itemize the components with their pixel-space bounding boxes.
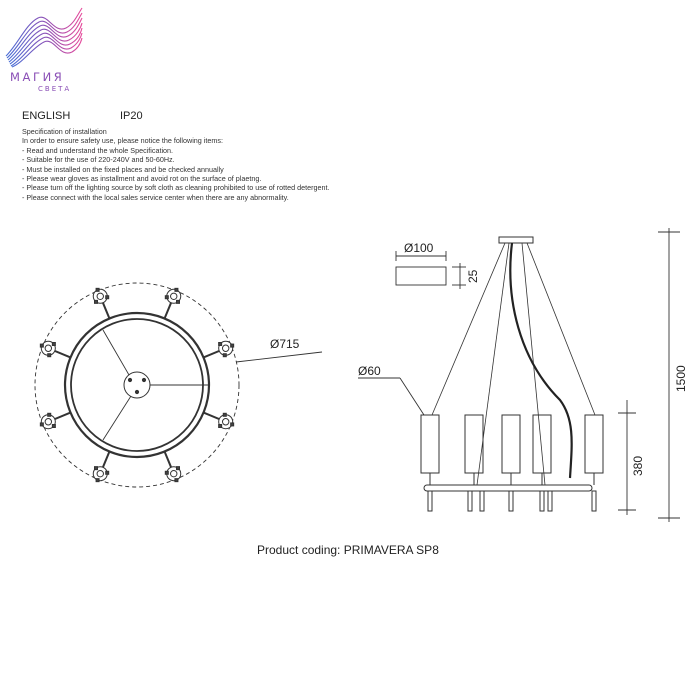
fixture-height-label: 380: [631, 455, 645, 476]
spec-line: - Read and understand the whole Specification.: [22, 145, 174, 155]
overall-diameter-label: Ø715: [270, 337, 300, 351]
center-hub: [124, 372, 150, 398]
spec-line: - Must be installed on the fixed places and be checked annually: [22, 164, 224, 174]
glass-shade: [465, 415, 483, 473]
lamp-socket: [222, 419, 228, 425]
diameter-leader: [236, 352, 322, 362]
lamp-socket: [222, 345, 228, 351]
canopy-height-label: 25: [466, 269, 480, 283]
holder-clip: [52, 343, 55, 346]
glass-shade: [502, 415, 520, 473]
lamp-stem: [480, 491, 484, 511]
top-view: [35, 283, 239, 487]
holder-clip: [52, 424, 55, 427]
glass-shade: [421, 415, 439, 473]
holder-clip: [96, 479, 99, 482]
lamp-stem: [540, 491, 544, 511]
holder-clip: [48, 354, 51, 357]
holder-clip: [106, 296, 109, 299]
lamp-stem: [592, 491, 596, 511]
canopy-dimension: [396, 251, 466, 289]
holder-clip: [40, 423, 43, 426]
holder-clip: [219, 424, 222, 427]
holder-clip: [165, 296, 168, 299]
holder-clip: [175, 288, 178, 291]
lamp-socket: [171, 293, 177, 299]
lamp-stem: [548, 491, 552, 511]
holder-clip: [176, 467, 179, 470]
spec-title: Specification of installation: [22, 127, 107, 136]
spec-line: In order to ensure safety use, please notice the following items:: [22, 136, 223, 146]
brand-name: МАГИЯ: [10, 70, 65, 84]
canopy-detail: [396, 267, 446, 285]
holder-clip: [165, 471, 168, 474]
shade-diameter-label: Ø60: [358, 364, 381, 378]
lamp-stem: [468, 491, 472, 511]
holder-clip: [40, 344, 43, 347]
holder-clip: [175, 479, 178, 482]
lamp-socket: [171, 470, 177, 476]
holder-clip: [48, 413, 51, 416]
holder-clip: [95, 300, 98, 303]
holder-clip: [223, 413, 226, 416]
side-view: [421, 237, 603, 511]
holder-clip: [96, 288, 99, 291]
holder-clip: [223, 354, 226, 357]
lamp-socket: [45, 419, 51, 425]
frame-bar: [424, 485, 592, 491]
holder-clip: [176, 300, 179, 303]
total-height-label: 1500: [674, 365, 688, 392]
spec-line: - Suitable for the use of 220-240V and 50-60Hz.: [22, 155, 175, 165]
spec-line: - Please connect with the local sales service center when there are any abnormality.: [22, 192, 289, 202]
glass-shade: [533, 415, 551, 473]
glass-shade: [585, 415, 603, 473]
brand-subtitle: СВЕТА: [38, 85, 72, 93]
holder-clip: [231, 344, 234, 347]
spec-line: - Please turn off the lighting source by soft cloth as cleaning prohibited to use of rotted detergent.: [22, 183, 330, 193]
canopy-diameter-label: Ø100: [404, 241, 434, 255]
spec-line: - Please wear gloves as installment and avoid rot on the surface of plaetng.: [22, 174, 262, 184]
lamp-stem: [509, 491, 513, 511]
lamp-socket: [45, 345, 51, 351]
lamp-socket: [97, 470, 103, 476]
lamp-socket: [97, 293, 103, 299]
lamp-stem: [428, 491, 432, 511]
ceiling-canopy: [499, 237, 533, 243]
holder-clip: [95, 467, 98, 470]
holder-clip: [106, 471, 109, 474]
holder-clip: [219, 343, 222, 346]
language-label: ENGLISH: [22, 110, 71, 122]
ip-rating: IP20: [120, 110, 143, 122]
product-coding: Product coding: PRIMAVERA SP8: [257, 543, 439, 557]
holder-clip: [231, 423, 234, 426]
